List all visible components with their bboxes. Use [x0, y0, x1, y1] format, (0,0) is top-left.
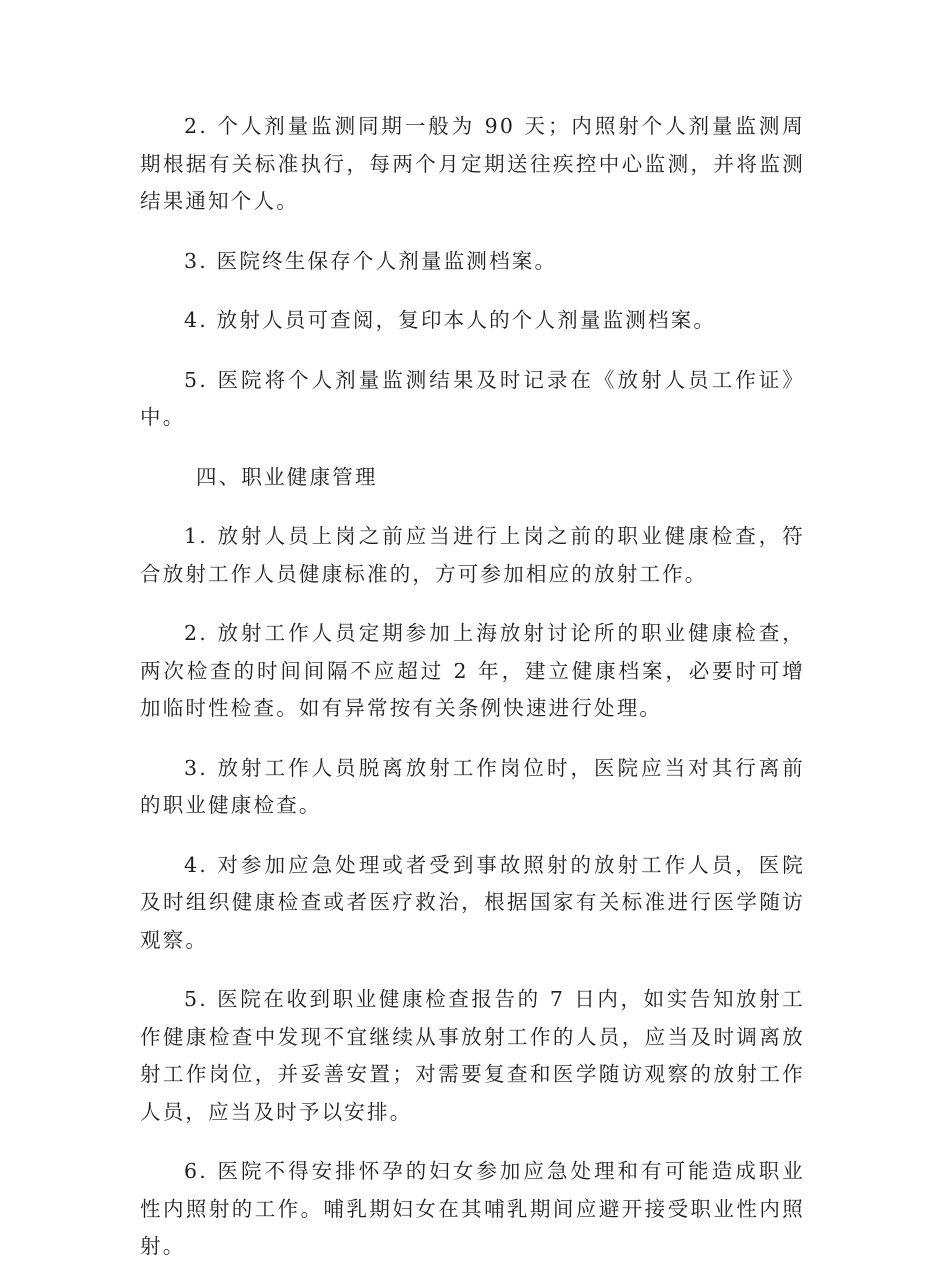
paragraph-exam-report-notification: 5. 医院在收到职业健康检查报告的 7 日内，如实告知放射工作健康检查中发现不宜继续从事放射工作的人员，应当及时调离放射工作岗位，并妥善安置；对需要复查和医学随访观察的放射工作人员，应当及时予以安排。	[140, 987, 805, 1124]
section-heading-occupational-health: 四、职业健康管理	[196, 464, 378, 489]
paragraph-periodic-exam: 2. 放射工作人员定期参加上海放射讨论所的职业健康检查，两次检查的时间间隔不应超过 2 年，建立健康档案，必要时可增加临时性检查。如有异常按有关条例快速进行处理。	[140, 621, 805, 720]
paragraph-emergency-exam: 4. 对参加应急处理或者受到事故照射的放射工作人员，医院及时组织健康检查或者医疗救治，根据国家有关标准进行医学随访观察。	[140, 852, 805, 952]
paragraph-dose-monitoring-period: 2. 个人剂量监测同期一般为 90 天；内照射个人剂量监测周期根据有关标准执行，每两个月定期送往疾控中心监测，并将监测结果通知个人。	[140, 114, 805, 213]
paragraph-pregnant-nursing-workers: 6. 医院不得安排怀孕的妇女参加应急处理和有可能造成职业性内照射的工作。哺乳期妇女在其哺乳期间应避开接受职业性内照射。	[140, 1159, 805, 1258]
paragraph-archive-access: 4. 放射人员可查阅，复印本人的个人剂量监测档案。	[184, 308, 717, 332]
paragraph-pre-employment-exam: 1. 放射人员上岗之前应当进行上岗之前的职业健康检查，符合放射工作人员健康标准的，方可参加相应的放射工作。	[140, 524, 805, 586]
document-body	[140, 108, 805, 1288]
paragraph-departure-exam: 3. 放射工作人员脱离放射工作岗位时，医院应当对其行离前的职业健康检查。	[140, 755, 805, 817]
paragraph-record-work-permit: 5. 医院将个人剂量监测结果及时记录在《放射人员工作证》中。	[140, 367, 805, 429]
paragraph-archive-retention: 3. 医院终生保存个人剂量监测档案。	[184, 248, 558, 273]
